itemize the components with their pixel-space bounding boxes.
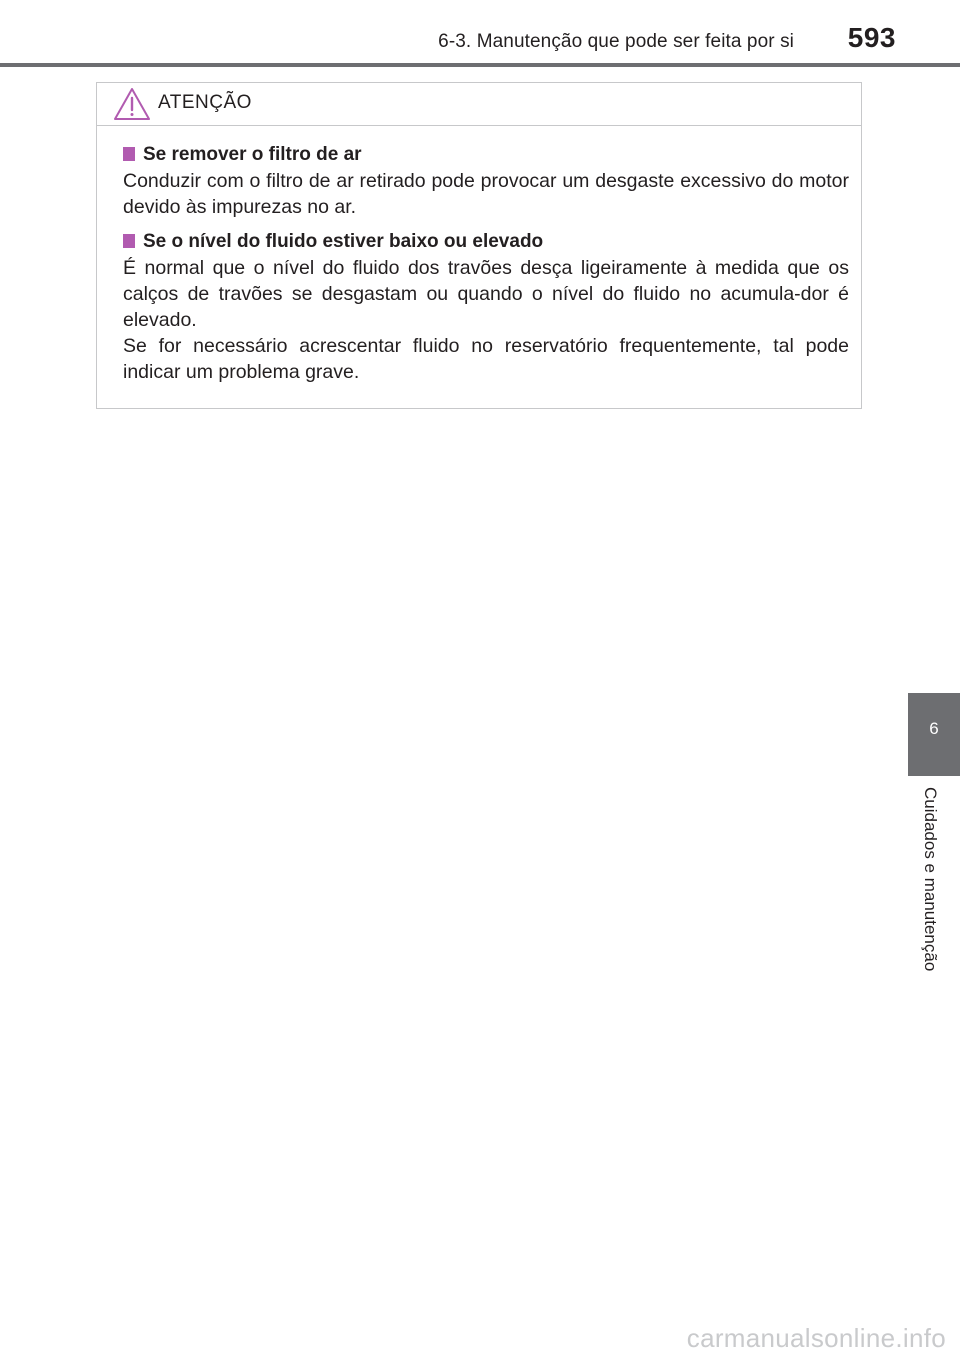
chapter-tab (908, 693, 960, 776)
chapter-number: 6 (929, 719, 939, 738)
item-paragraph: Conduzir com o filtro de ar retirado pode provocar um desgaste excessivo do motor devido às impurezas no ar. (123, 170, 849, 218)
page-number: 593 (847, 22, 896, 53)
warning-box (96, 82, 862, 409)
item-body (123, 255, 849, 385)
item-heading (123, 142, 849, 168)
square-bullet-icon (123, 234, 135, 248)
header-rule (0, 63, 960, 67)
item-heading-text: Se o nível do fluido estiver baixo ou elevado (143, 231, 544, 252)
item-paragraph: É normal que o nível do fluido dos travões desça ligeiramente à medida que os calços de travões se desgastam ou quando o nível do fluido no acumula-dor é elevado. (123, 257, 849, 331)
chapter-label (916, 787, 944, 1017)
warning-triangle-icon (113, 87, 151, 121)
item-heading-text: Se remover o filtro de ar (143, 144, 362, 165)
warning-header (97, 83, 861, 126)
square-bullet-icon (123, 147, 135, 161)
warning-title: ATENÇÃO (158, 92, 252, 113)
section-title: 6-3. Manutenção que pode ser feita por si (438, 31, 794, 52)
item-paragraph: Se for necessário acrescentar fluido no reservatório frequentemente, tal pode indicar um problema grave. (123, 335, 849, 383)
item-heading (123, 229, 849, 255)
item-body (123, 168, 849, 220)
page-header (0, 0, 960, 64)
chapter-title: Cuidados e manutenção (921, 787, 940, 972)
warning-item (123, 142, 849, 220)
warning-item (123, 229, 849, 385)
watermark: carmanualsonline.info (686, 1323, 946, 1353)
